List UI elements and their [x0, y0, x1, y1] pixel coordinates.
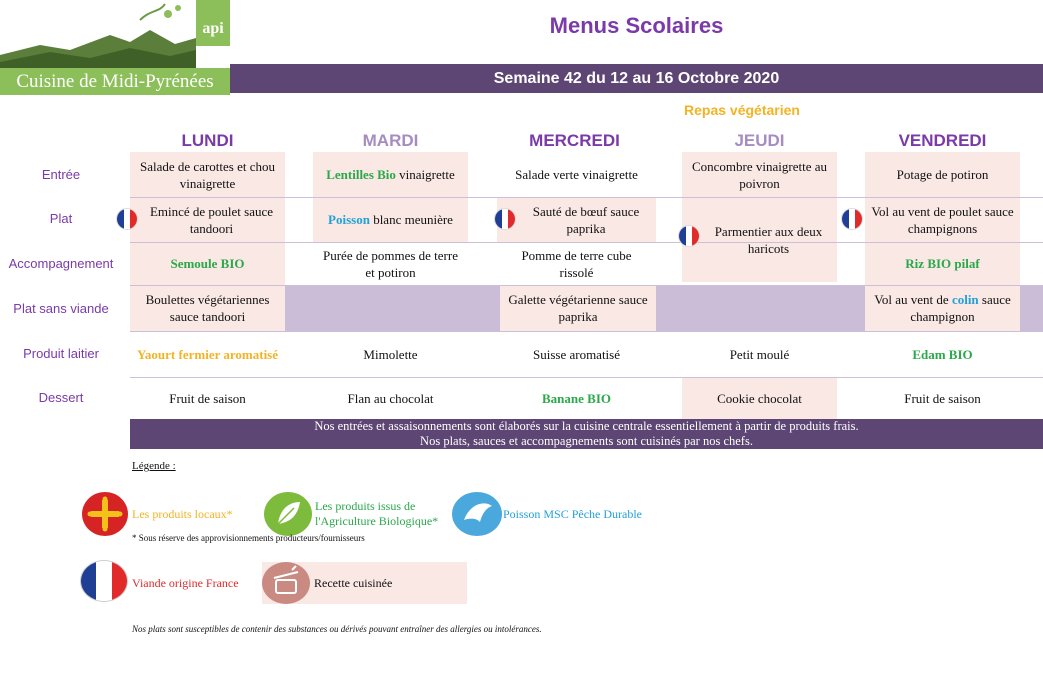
legend-bio-label — [315, 499, 438, 529]
legend-france-label: Viande origine France — [132, 576, 239, 590]
logo — [0, 0, 230, 95]
page-title: Menus Scolaires — [549, 13, 724, 38]
vegetarian-label: Repas végétarien — [684, 102, 800, 118]
msc-fish-icon — [452, 492, 502, 536]
menu-text: vinaigrette — [395, 167, 455, 182]
france-flag-icon — [678, 225, 700, 247]
info-line: Nos entrées et assaisonnements sont élaborés sur la cuisine centrale essentiellement à partir de produits frais. — [314, 419, 859, 433]
france-flag-icon — [494, 208, 516, 230]
legend-local-label: Les produits locaux* — [132, 507, 233, 521]
menu-cell: Salade verte vinaigrette — [515, 167, 638, 182]
menu-cell: Sauté de bœuf sauce paprika — [532, 203, 640, 236]
day-header-vendredi: VENDREDI — [898, 131, 987, 150]
logo-name: Cuisine de Midi-Pyrénées — [0, 68, 230, 95]
menu-text: Vol au vent de — [874, 292, 952, 307]
menu-cell — [313, 197, 468, 242]
menu-cell: Flan au chocolat — [347, 390, 434, 406]
menu-cell: Edam BIO — [912, 346, 973, 362]
row-label-plat-sans-viande: Plat sans viande — [13, 301, 109, 316]
legend-bio-line: Les produits issus de — [315, 499, 416, 513]
menu-cell: Mimolette — [363, 346, 418, 362]
menu-cell — [313, 152, 468, 197]
france-flag-icon — [80, 560, 128, 602]
menu-cell: Potage de potiron — [896, 167, 989, 182]
day-header-mercredi: MERCREDI — [529, 131, 620, 150]
bio-leaf-icon — [264, 492, 312, 536]
occitan-cross-icon — [82, 492, 128, 536]
menu-cell: Salade de carottes et chou vinaigrette — [140, 158, 275, 191]
legend-title: Légende : — [132, 460, 176, 472]
allergen-note: Nos plats sont susceptibles de contenir des substances ou dérivés pouvant entraîner des allergies ou intolérances. — [132, 624, 542, 634]
menu-cell: Banane BIO — [542, 390, 611, 406]
vegetarian-empty-cell — [1020, 285, 1043, 331]
menu-cell: Concombre vinaigrette au poivron — [691, 158, 827, 191]
menu-cell: Boulettes végétariennes sauce tandoori — [145, 292, 270, 324]
vegetarian-empty-cell — [285, 285, 500, 331]
menu-cell: Purée de pommes de terre et potiron — [322, 247, 458, 280]
msc-text: colin — [951, 292, 979, 307]
menu-cell: Cookie chocolat — [717, 390, 802, 406]
row-label-entree: Entrée — [41, 167, 81, 182]
row-label-plat: Plat — [49, 211, 73, 226]
row-label-dessert: Dessert — [38, 390, 84, 405]
vegetarian-empty-cell — [656, 285, 865, 331]
menu-cell: Emincé de poulet sauce tandoori — [149, 203, 274, 236]
legend-footnote: * Sous réserve des approvisionnements producteurs/fournisseurs — [132, 533, 365, 543]
info-line: Nos plats, sauces et accompagnements sont cuisinés par nos chefs. — [420, 434, 753, 448]
day-header-mardi: MARDI — [362, 131, 419, 150]
legend-msc-label: Poisson MSC Pêche Durable — [503, 507, 642, 521]
menu-text: sauce champignon — [910, 292, 1011, 324]
api-badge: api — [196, 0, 230, 46]
france-flag-icon — [841, 208, 863, 230]
menu-cell: Fruit de saison — [169, 390, 246, 406]
week-banner: Semaine 42 du 12 au 16 Octobre 2020 — [230, 64, 1043, 93]
legend-bio-line: l'Agriculture Biologique* — [315, 514, 439, 528]
cooking-pot-icon — [262, 562, 310, 604]
menu-cell — [865, 285, 1020, 331]
menu-cell: Pomme de terre cube rissolé — [521, 247, 632, 280]
menu-cell: Petit moulé — [729, 346, 790, 362]
menu-cell: Galette végétarienne sauce paprika — [508, 292, 648, 324]
bio-text: Lentilles Bio — [326, 167, 396, 182]
menu-text: blanc meunière — [369, 212, 453, 227]
menu-cell: Suisse aromatisé — [532, 346, 620, 362]
msc-text: Poisson — [328, 212, 370, 227]
menu-cell: Riz BIO pilaf — [905, 256, 980, 271]
info-banner — [130, 419, 1043, 449]
day-header-lundi: LUNDI — [181, 131, 234, 150]
menu-cell: Yaourt fermier aromatisé — [136, 346, 279, 362]
legend-recipe-label: Recette cuisinée — [314, 576, 393, 590]
menu-cell: Fruit de saison — [904, 390, 981, 406]
row-label-accompagnement: Accompagnement — [8, 256, 114, 271]
menu-cell: Semoule BIO — [170, 256, 245, 271]
france-flag-icon — [116, 208, 138, 230]
menu-cell: Vol au vent de poulet sauce champignons — [871, 203, 1014, 236]
day-header-jeudi: JEUDI — [734, 131, 785, 150]
row-label-produit-laitier: Produit laitier — [23, 346, 99, 361]
menu-cell: Parmentier aux deux haricots — [714, 223, 823, 256]
